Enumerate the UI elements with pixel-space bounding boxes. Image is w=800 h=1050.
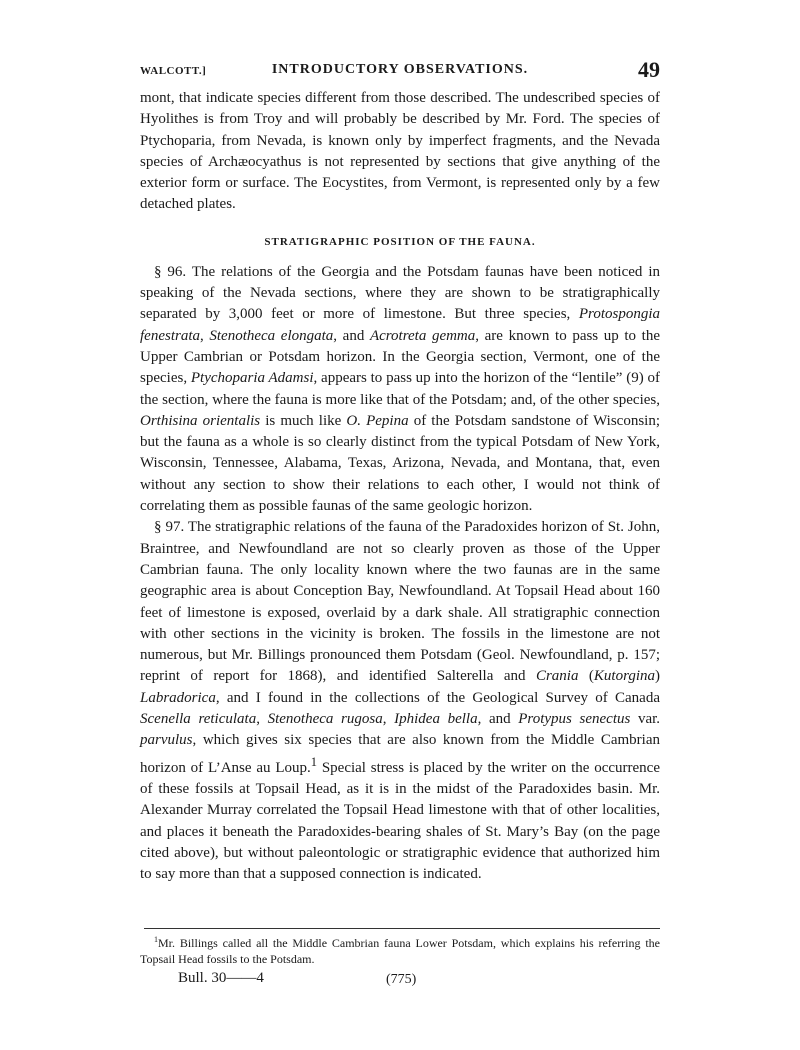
p97-species-6: Iphidea bella <box>394 711 478 728</box>
p96-text-2: , <box>200 327 204 344</box>
folio-number: (775) <box>386 972 417 987</box>
footnote-rule <box>144 928 660 929</box>
p97-text-9: , which gives six species that are also known from the Middle Cambrian horizon of L’Anse au Loup. <box>140 732 660 776</box>
section-heading: STRATIGRAPHIC POSITION OF THE FAUNA. <box>264 235 536 248</box>
p97-text-8: var. <box>637 711 661 728</box>
p96-species-2: Stenotheca elongata <box>209 327 334 344</box>
running-head-title: INTRODUCTORY OBSERVATIONS. <box>271 62 529 77</box>
footnote-mark: 1 <box>154 935 158 944</box>
p97-variety-8: parvulus <box>140 732 193 749</box>
paragraph-97 <box>140 517 660 885</box>
p96-text-1: § 96. The relations of the Georgia and the Potsdam faunas have been noticed in speaking of the Nevada sections, where they are shown to be stratigraphically separated by 3,000 feet or more of limestone. But three species, <box>140 263 660 323</box>
p96-text-6: is much like <box>265 412 342 429</box>
p97-text-3: ) <box>655 668 661 685</box>
p96-species-1: Protospongia fenestrata <box>140 306 661 344</box>
p97-species-5: Stenotheca rugosa <box>267 711 383 728</box>
p97-species-7: Protypus senectus <box>518 711 631 728</box>
paragraph-intro: mont, that indicate species different from those described. The undescribed species of Hyolithes is from Troy and will probably be described by Mr. Ford. The species of Ptychoparia, from Nevada, is known only by imperfect fragments, and the Nevada species of Archæocyathus is not represented by sections that give anything of the exterior form or surface. The Eocystites, from Vermont, is represented only by a few detached plates. <box>140 90 660 213</box>
p97-text-5: , <box>256 711 260 728</box>
p97-genus-2: Kutorgina <box>593 668 656 685</box>
running-head-author: WALCOTT.] <box>140 65 207 77</box>
p97-species-4: Scenella reticulata <box>140 711 257 728</box>
signature-line: Bull. 30——4 <box>178 970 264 986</box>
p96-species-5: Orthisina orientalis <box>140 412 261 429</box>
p97-species-3: Labradorica <box>140 689 216 706</box>
p96-text-5: , appears to pass up into the horizon of the “lentile” (9) of the section, where the fauna is more like that of the Potsdam; and, of the other species, <box>140 370 660 408</box>
p97-text-1: § 97. The stratigraphic relations of the fauna of the Paradoxides horizon of St. John, Braintree, and Newfoundland are not so clearly proven as those of the Upper Cambrian fauna. The only locality known where the two faunas are in the same geographic area is about Conception Bay, Newfoundland. At Topsail Head about 160 feet of limestone is exposed, overlaid by a dark shale. All stratigraphic connection with other sections in the vicinity is broken. The fossils in the limestone are not numerous, but Mr. Billings pronounced them Potsdam (Geol. Newfoundland, p. 157; reprint of report for 1868), and identified Salterella and <box>140 519 660 685</box>
p96-text-3: , and <box>333 327 365 344</box>
body-text <box>140 88 660 885</box>
footnote <box>140 932 660 967</box>
page-number: 49 <box>638 57 660 82</box>
p96-text-7: of the Potsdam sandstone of Wisconsin; but the fauna as a whole is so clearly distinct from the typical Potsdam of New York, Wisconsin, Tennessee, Alabama, Texas, Arizona, Nevada, and Montana, that, even without any section to show their relations to each other, I would not think of correlating them as possible faunas of the same geologic horizon. <box>140 412 660 515</box>
paragraph-96 <box>140 262 660 518</box>
running-head <box>140 57 660 86</box>
p96-species-4: Ptychoparia Adamsi <box>190 370 314 387</box>
p97-text-7: , and <box>477 711 511 728</box>
p96-species-6: O. Pepina <box>346 412 409 429</box>
p96-text-4: , are known to pass up to the Upper Cambrian or Potsdam horizon. In the Georgia section, Vermont, one of the species, <box>140 327 660 387</box>
p97-genus-1: Crania <box>535 668 579 685</box>
p97-text-10: Special stress is placed by the writer on the occurrence of these fossils at Topsail Head, as it is in the midst of the Paradoxides basin. Mr. Alexander Murray correlated the Topsail Head limestone with that of other localities, and places it beneath the Paradoxides-bearing shales of St. Mary’s Bay (on the page cited above), but without paleontologic or stratigraphic evidence that authorized him to say more than that a supposed connection is indicated. <box>140 759 660 883</box>
p96-species-3: Acrotreta gemma <box>369 327 476 344</box>
p97-text-6: , <box>382 711 387 728</box>
footnote-reference[interactable]: 1 <box>310 754 317 769</box>
p97-text-4: , and I found in the collections of the Geological Survey of Canada <box>215 689 660 706</box>
p97-text-2: ( <box>588 668 594 685</box>
footnote-text: Mr. Billings called all the Middle Cambrian fauna Lower Potsdam, which explains his referring the Topsail Head fossils to the Potsdam. <box>140 936 660 966</box>
